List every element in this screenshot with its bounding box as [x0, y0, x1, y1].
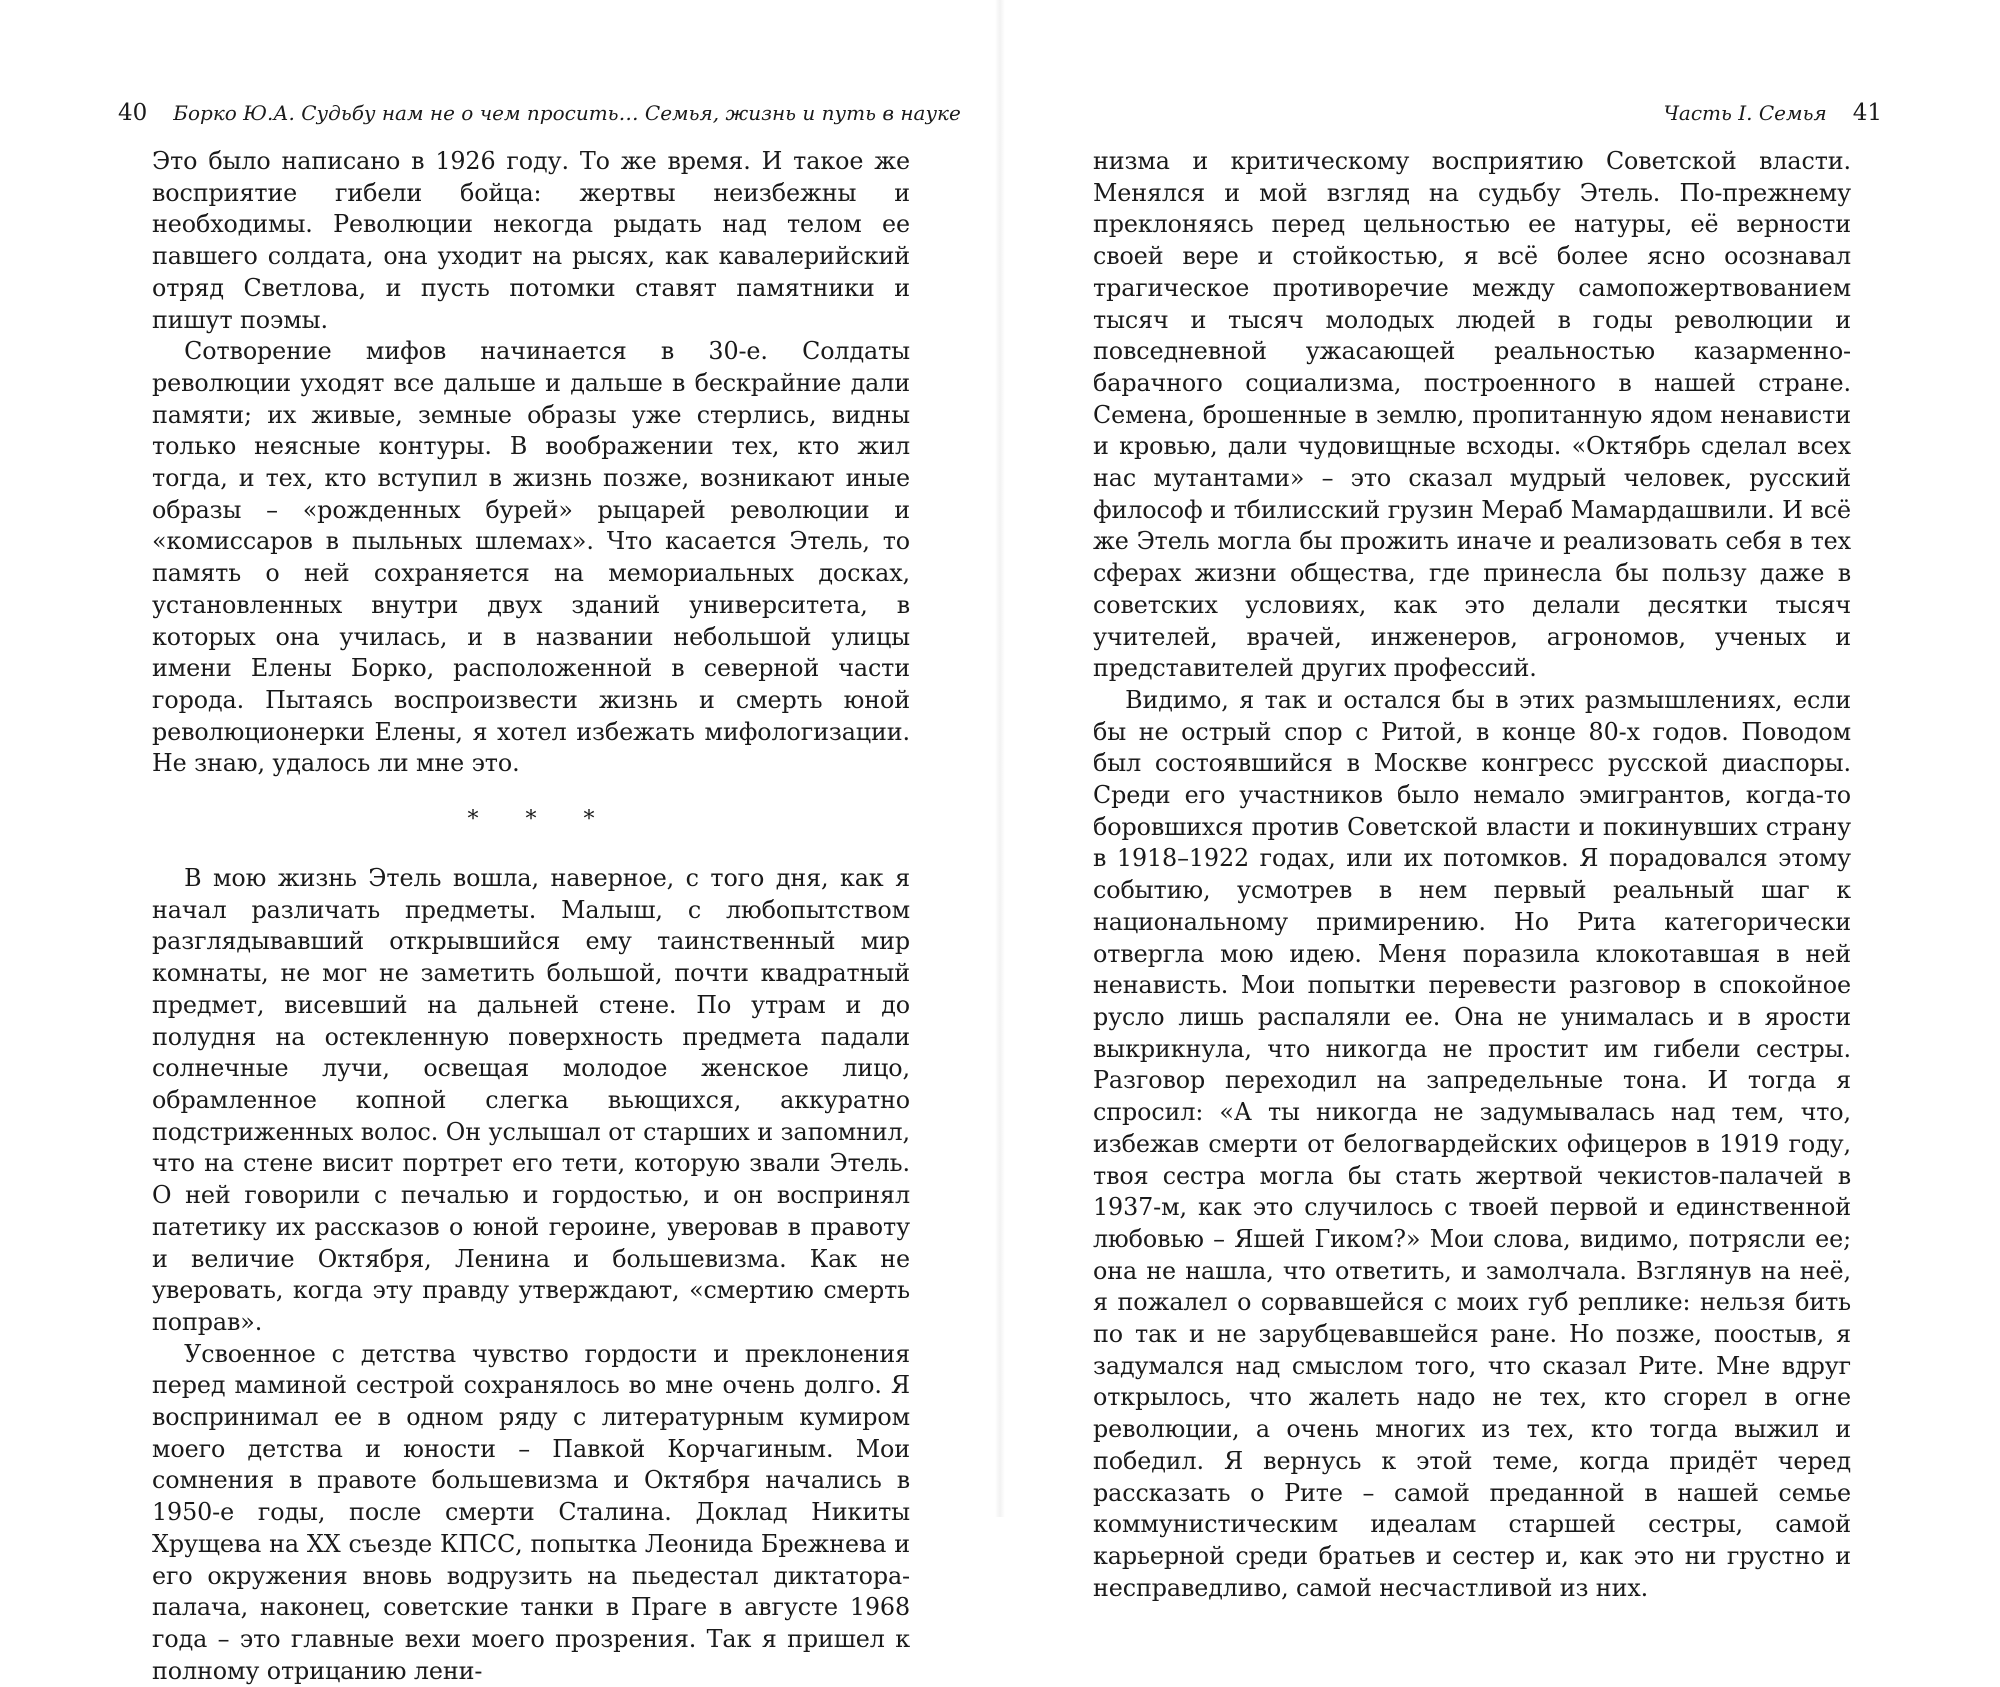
left-running-header — [118, 96, 961, 130]
right-page-body — [1093, 146, 1851, 1604]
right-page-number: 41 — [1852, 100, 1882, 126]
right-running-title: Часть I. Семья — [1663, 101, 1827, 125]
paragraph: низма и критическому восприятию Советской власти. Менялся и мой взгляд на судьбу Этель. По-прежнему преклоняясь перед цельностью ее натуры, её верности своей вере и стойкостью, я всё более ясно осознавал трагическое противоречие между самопожертвованием тысяч и тысяч молодых людей в годы революции и повседневной ужасающей реальностью казарменно-барачного социализма, построенного в нашей стране. Семена, брошенные в землю, пропитанную ядом ненависти и кровью, дали чудовищные всходы. «Октябрь сделал всех нас мутантами» – это сказал мудрый человек, русский философ и тбилисский грузин Мераб Мамардашвили. И всё же Этель могла бы прожить иначе и реализовать себя в тех сферах жизни общества, где принесла бы пользу даже в советских условиях, как это делали десятки тысяч учителей, врачей, инженеров, агрономов, ученых и представителей других профессий. — [1093, 147, 1851, 683]
paragraph: Усвоенное с детства чувство гордости и преклонения перед маминой сестрой сохранялось во мне очень долго. Я воспринимал ее в одном ряду с литературным кумиром моего детства и юности – Павкой Корчагиным. Мои сомнения в правоте большевизма и Октября начались в 1950-е годы, после смерти Сталина. Доклад Никиты Хрущева на XX съезде КПСС, попытка Леонида Брежнева и его окружения вновь водрузить на пьедестал диктатора-палача, наконец, советские танки в Праге в августе 1968 года – это главные вехи моего прозрения. Так я пришел к полному отрицанию лени- — [152, 1339, 910, 1685]
left-page-number: 40 — [118, 100, 148, 126]
paragraph: Видимо, я так и остался бы в этих размышлениях, если бы не острый спор с Ритой, в конце 80-х годов. Поводом был состоявшийся в Москве конгресс русской диаспоры. Среди его участников было немало эмигрантов, когда-то боровшихся против Советской власти и покинувших страну в 1918–1922 годах, или их потомков. Я порадовался этому событию, усмотрев в нем первый реальный шаг к национальному примирению. Но Рита категорически отвергла мою идею. Меня поразила клокотавшая в ней ненависть. Мои попытки перевести разговор в спокойное русло лишь распаляли ее. Она не унималась и в ярости выкрикнула, что никогда не простит им гибели сестры. Разговор переходил на запредельные тона. И тогда я спросил: «А ты никогда не задумывалась над тем, что, избежав смерти от белогвардейских офицеров в 1919 году, твоя сестра могла бы стать жертвой чекистов-палачей в 1937-м, как это случилось с твоей первой и единственной любовью – Яшей Гиком?» Мои слова, видимо, потрясли ее; она не нашла, что ответить, и замолчала. Взглянув на неё, я пожалел о сорвавшейся с моих губ реплике: нельзя бить по так и не зарубцевавшейся ране. Но позже, поостыв, я задумался над смыслом того, что сказал Рите. Мне вдруг открылось, что жалеть надо не тех, кто сгорел в огне революции, а очень многих из тех, кто тогда выжил и победил. Я вернусь к этой теме, когда придёт черед рассказать о Рите – самой преданной в нашей семье коммунистическим идеалам старшей сестры, самой карьерной среди братьев и сестер и, как это ни грустно и несправедливо, самой несчастливой из них. — [1093, 685, 1851, 1602]
left-page — [0, 0, 1000, 1685]
right-running-header — [1663, 96, 1882, 130]
left-page-body — [152, 146, 910, 1687]
left-running-title: Борко Ю.А. Судьбу нам не о чем просить… Семья, жизнь и путь в науке — [173, 101, 961, 125]
paragraph: Сотворение мифов начинается в 30-е. Солдаты революции уходят все дальше и дальше в бескрайние дали памяти; их живые, земные образы уже стерлись, видны только неясные контуры. В воображении тех, кто жил тогда, и тех, кто вступил в жизнь позже, возникают иные образы – «рожденных бурей» рыцарей революции и «комиссаров в пыльных шлемах». Что касается Этель, то память о ней сохраняется на мемориальных досках, установленных внутри двух зданий университета, в которых она училась, и в названии небольшой улицы имени Елены Борко, расположенной в северной части города. Пытаясь воспроизвести жизнь и смерть юной революционерки Елены, я хотел избежать мифологизации. Не знаю, удалось ли мне это. — [152, 337, 910, 778]
right-page — [1000, 0, 2000, 1602]
section-separator: * * * — [467, 807, 615, 833]
paragraph: В мою жизнь Этель вошла, наверное, с того дня, как я начал различать предметы. Малыш, с любопытством разглядывавший открывшийся ему таинственный мир комнаты, не мог не заметить большой, почти квадратный предмет, висевший на дальней стене. По утрам и до полудня на остекленную поверхность предмета падали солнечные лучи, освещая молодое женское лицо, обрамленное копной слегка вьющихся, аккуратно подстриженных волос. Он услышал от старших и запомнил, что на стене висит портрет его тети, которую звали Этель. О ней говорили с печалью и гордостью, и он воспринял патетику их рассказов о юной героине, уверовав в правоту и величие Октября, Ленина и большевизма. Как не уверовать, когда эту правду утверждают, «смертию смерть поправ». — [152, 864, 910, 1336]
paragraph: Это было написано в 1926 году. То же время. И такое же восприятие гибели бойца: жертвы неизбежны и необходимы. Революции некогда рыдать над телом ее павшего солдата, она уходит на рысях, как кавалерийский отряд Светлова, и пусть потомки ставят памятники и пишут поэмы. — [152, 147, 910, 334]
